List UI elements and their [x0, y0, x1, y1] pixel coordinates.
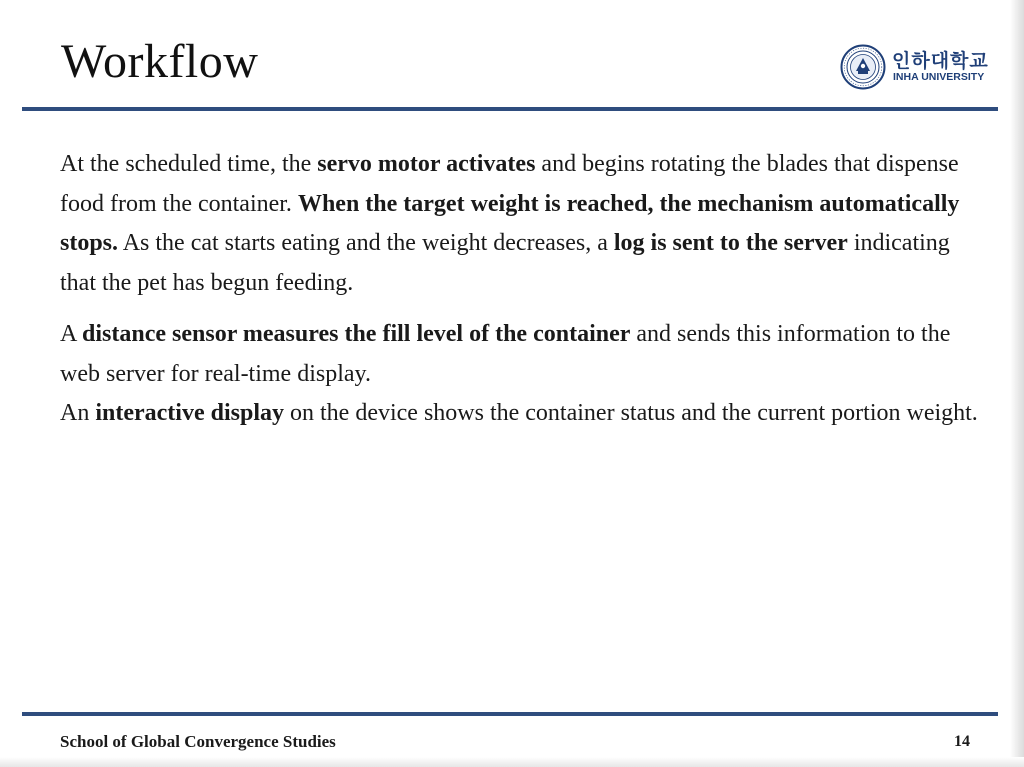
text-run: and sends this information to the web server for real-time display. — [60, 321, 951, 387]
logo-korean-name: 인하대학교 — [892, 50, 989, 72]
text-run: At the scheduled time, the — [60, 151, 318, 177]
slide-body — [60, 145, 980, 434]
university-logo — [840, 44, 995, 92]
text-run-bold: servo motor activates — [317, 151, 536, 177]
footer-text: School of Global Convergence Studies — [60, 732, 336, 751]
text-run: As the cat starts eating and the weight decreases, a — [118, 230, 614, 256]
university-seal-icon — [840, 44, 886, 90]
text-run: An — [60, 400, 96, 426]
text-run: A — [60, 321, 83, 347]
text-run-bold: interactive display — [95, 400, 284, 426]
paragraph-servo — [60, 145, 980, 303]
footer-divider — [22, 712, 998, 716]
paragraph-sensor — [60, 315, 980, 434]
slide-bottom-shadow — [0, 757, 1024, 767]
text-run: on the device shows the container status and the current portion weight. — [284, 400, 978, 426]
text-run-bold: When the target weight is reached, the mechanism automatically stops. — [60, 190, 960, 256]
text-run-bold: log is sent to the server — [613, 230, 848, 256]
logo-english-name: INHA UNIVERSITY — [893, 71, 985, 83]
text-run: indicating that the pet has begun feeding. — [60, 230, 950, 296]
text-run-bold: distance sensor measures the fill level of the container — [82, 321, 631, 347]
page-number: 14 — [954, 733, 970, 750]
header-divider — [22, 107, 998, 111]
slide-title: Workflow — [61, 35, 259, 88]
text-run: and begins rotating the blades that dispense food from the container. — [60, 151, 959, 217]
slide-edge-shadow — [1010, 0, 1024, 767]
